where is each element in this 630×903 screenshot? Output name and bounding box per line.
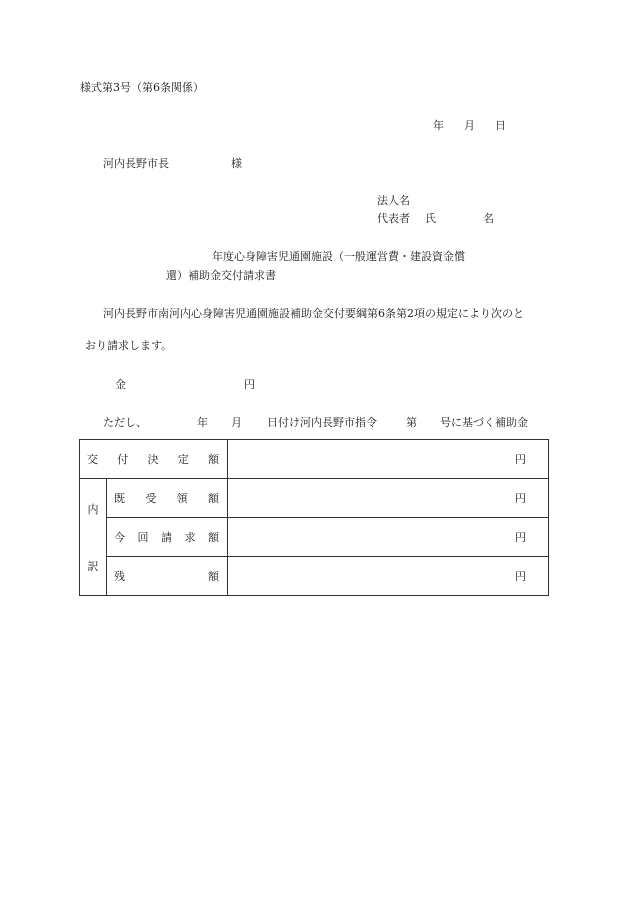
surname-label: 氏 [425,212,436,225]
representative-line [377,212,494,226]
label-char: 今 [114,531,125,544]
representative-label: 代表者 [377,212,410,225]
amount-line [115,378,255,392]
table-row [80,479,549,518]
yen-unit: 円 [515,531,526,544]
proviso-tail: 号に基づく補助金 [440,416,528,429]
breakdown-uchi: 内 [87,503,99,516]
current-request-value[interactable] [228,518,549,557]
proviso-year: 年 [197,416,208,429]
amount-kin: 金 [115,378,126,391]
form-number: 様式第3号（第6条関係） [80,81,204,94]
current-request-label [107,518,228,557]
addressee [103,157,242,171]
proviso-date-ref: 日付け河内長野市指令 [267,416,377,429]
body-text-line1: 河内長野市南河内心身障害児通園施設補助金交付要綱第6条第2項の規定により次のと [103,307,524,320]
label-char: 決 [147,453,159,466]
document-title-line2: 還）補助金交付請求書 [166,269,276,282]
proviso-dai: 第 [406,416,417,429]
label-char: 額 [208,531,219,544]
remaining-amount-value[interactable] [228,557,549,596]
breakdown-label [80,479,107,596]
label-char: 額 [207,492,219,505]
label-char: 額 [208,453,219,466]
label-char: 残 [114,570,125,583]
corp-name-label: 法人名 [377,194,410,207]
decided-amount-label [80,440,228,479]
amount-yen: 円 [244,378,255,391]
yen-unit: 円 [515,570,526,583]
proviso-tadashi: ただし、 [103,416,147,429]
yen-unit: 円 [515,453,526,466]
addressee-name: 河内長野市長 [103,157,169,170]
date-day: 日 [495,119,506,132]
date-month: 月 [464,119,475,132]
table-row [80,440,549,479]
label-char: 付 [117,453,129,466]
given-name-label: 名 [483,212,494,225]
label-char: 回 [137,531,149,544]
label-char: 額 [208,570,219,583]
document-title-line1: 年度心身障害児通園施設（一般運営費・建設資金償 [212,250,465,263]
received-amount-value[interactable] [228,479,549,518]
label-char: 請 [161,531,172,544]
date-year: 年 [433,119,444,132]
remaining-amount-label [107,557,228,596]
proviso-month: 月 [231,416,242,429]
label-char: 既 [114,492,125,505]
table-row [80,518,549,557]
breakdown-yaku: 訳 [87,560,99,573]
proviso-line [103,416,548,430]
received-amount-label [107,479,228,518]
label-char: 領 [176,492,188,505]
table-row [80,557,549,596]
label-char: 交 [87,453,98,466]
body-text-line2: おり請求します。 [85,339,173,352]
decided-amount-value[interactable] [228,440,549,479]
label-char: 定 [177,453,189,466]
breakdown-table [79,439,549,596]
yen-unit: 円 [515,492,526,505]
date-line [433,119,506,133]
label-char: 求 [184,531,196,544]
label-char: 受 [145,492,157,505]
addressee-honorific: 様 [231,157,242,170]
